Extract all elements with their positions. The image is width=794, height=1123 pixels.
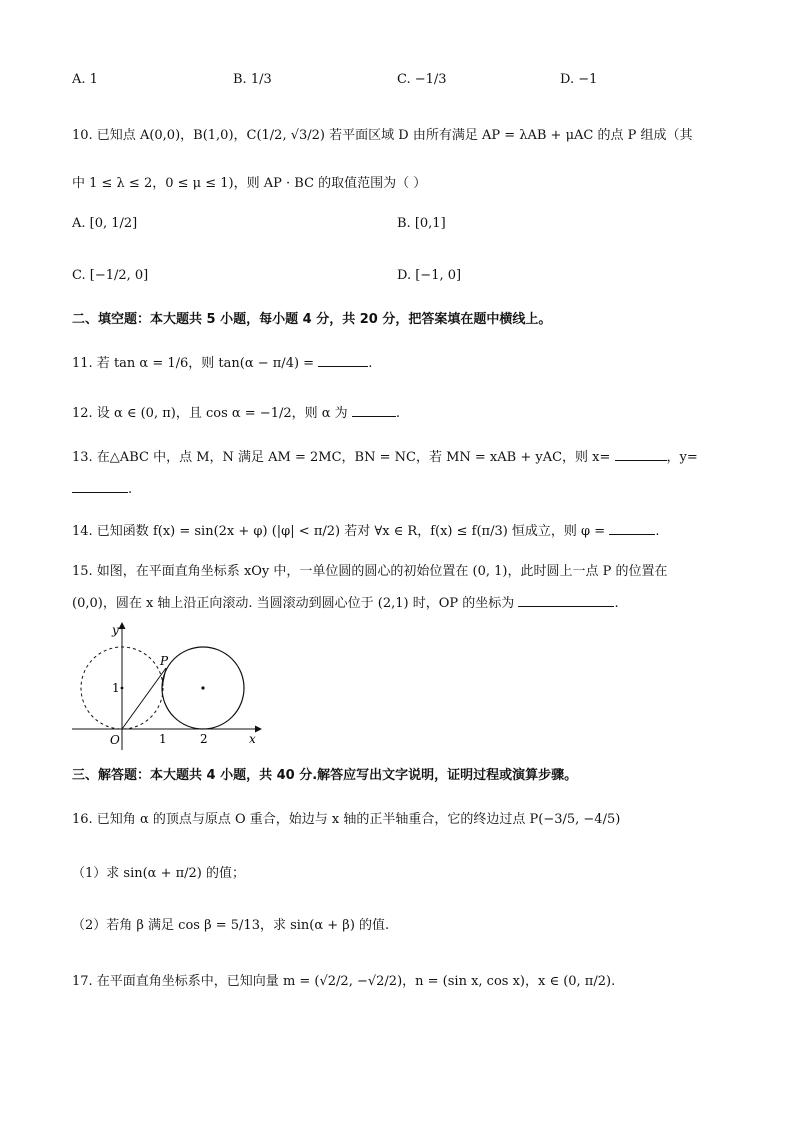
q12: 12. 设 α ∈ (0, π)，且 cos α = −1/2，则 α 为 .: [72, 402, 400, 424]
q13-line1: [72, 446, 698, 468]
q16-part1: （1）求 sin(α + π/2) 的值；: [72, 866, 246, 881]
x-tick-2: 2: [200, 732, 208, 746]
q12-text: 12. 设 α ∈ (0, π)，且 cos α = −1/2，则 α 为: [72, 406, 348, 421]
y-axis-label: y: [112, 623, 119, 637]
q14-text: 14. 已知函数 f(x) = sin(2x + φ) (|φ| < π/2) 若对 ∀x ∈ R，f(x) ≤ f(π/3) 恒成立，则 φ =: [72, 524, 606, 539]
q13-text: 13. 在△ABC 中，点 M，N 满足 AM = 2MC，BN = NC，若 MN = xAB + yAC，则 x=: [72, 450, 611, 465]
q16-line1: 16. 已知角 α 的顶点与原点 O 重合，始边与 x 轴的正半轴重合，它的终边过点 P(−3/5, −4/5): [72, 812, 621, 827]
q10-line2: 中 1 ≤ λ ≤ 2，0 ≤ μ ≤ 1)，则 AP · BC 的取值范围为（ ）: [72, 176, 427, 191]
segment-op: [122, 668, 166, 729]
q9-option-a: A. 1: [72, 72, 98, 87]
q9-option-d: D. −1: [560, 72, 598, 87]
q13-mid: ，y=: [666, 450, 698, 465]
q14-answer-blank: [609, 520, 655, 535]
circle-center-point: [201, 686, 204, 689]
q10-line1: 10. 已知点 A(0,0)，B(1,0)，C(1/2, √3/2) 若平面区域 D 由所有满足 AP = λAB + μAC 的点 P 组成（其: [72, 128, 693, 143]
q13-end: .: [128, 482, 133, 497]
q15-text: (0,0)，圆在 x 轴上沿正向滚动. 当圆滚动到圆心位于 (2,1) 时，OP 的坐标为: [72, 596, 515, 611]
q10-option-a: A. [0, 1/2]: [72, 216, 138, 231]
initial-center-point: [121, 687, 124, 690]
q11: 11. 若 tan α = 1/6，则 tan(α − π/4) = .: [72, 352, 372, 374]
q9-option-b: B. 1/3: [233, 72, 272, 87]
q10-option-c: C. [−1/2, 0]: [72, 268, 149, 283]
point-p-label: P: [160, 654, 169, 668]
q11-answer-blank: [318, 352, 368, 367]
q9-option-c: C. −1/3: [397, 72, 447, 87]
q15-line1: 15. 如图，在平面直角坐标系 xOy 中，一单位圆的圆心的初始位置在 (0, 1)，此时圆上一点 P 的位置在: [72, 564, 668, 579]
q13-line2: [72, 478, 132, 500]
q10-option-d: D. [−1, 0]: [397, 268, 462, 283]
q11-text: 11. 若 tan α = 1/6，则 tan(α − π/4) =: [72, 356, 315, 371]
q16-part2: （2）若角 β 满足 cos β = 5/13，求 sin(α + β) 的值.: [72, 918, 390, 933]
q10-option-b: B. [0,1]: [397, 216, 446, 231]
section3-heading: 三、解答题：本大题共 4 小题，共 40 分.解答应写出文字说明，证明过程或演算步骤。: [72, 768, 578, 783]
q15-answer-blank: [518, 592, 614, 607]
section2-heading: 二、填空题：本大题共 5 小题，每小题 4 分，共 20 分，把答案填在题中横线上。: [72, 312, 552, 327]
q17: 17. 在平面直角坐标系中，已知向量 m = (√2/2, −√2/2)，n = (sin x, cos x)，x ∈ (0, π/2).: [72, 974, 616, 989]
x-tick-1: 1: [159, 732, 167, 746]
rolling-circle-figure: [72, 618, 272, 752]
q13-x-blank: [615, 446, 667, 461]
q15-line2: (0,0)，圆在 x 轴上沿正向滚动. 当圆滚动到圆心位于 (2,1) 时，OP 的坐标为 .: [72, 592, 619, 614]
y-tick-1: 1: [112, 681, 120, 695]
origin-label: O: [110, 733, 120, 747]
q12-answer-blank: [352, 402, 396, 417]
q13-y-blank: [72, 478, 128, 493]
x-axis-label: x: [249, 732, 256, 746]
q14: 14. 已知函数 f(x) = sin(2x + φ) (|φ| < π/2) 若对 ∀x ∈ R，f(x) ≤ f(π/3) 恒成立，则 φ = .: [72, 520, 659, 542]
